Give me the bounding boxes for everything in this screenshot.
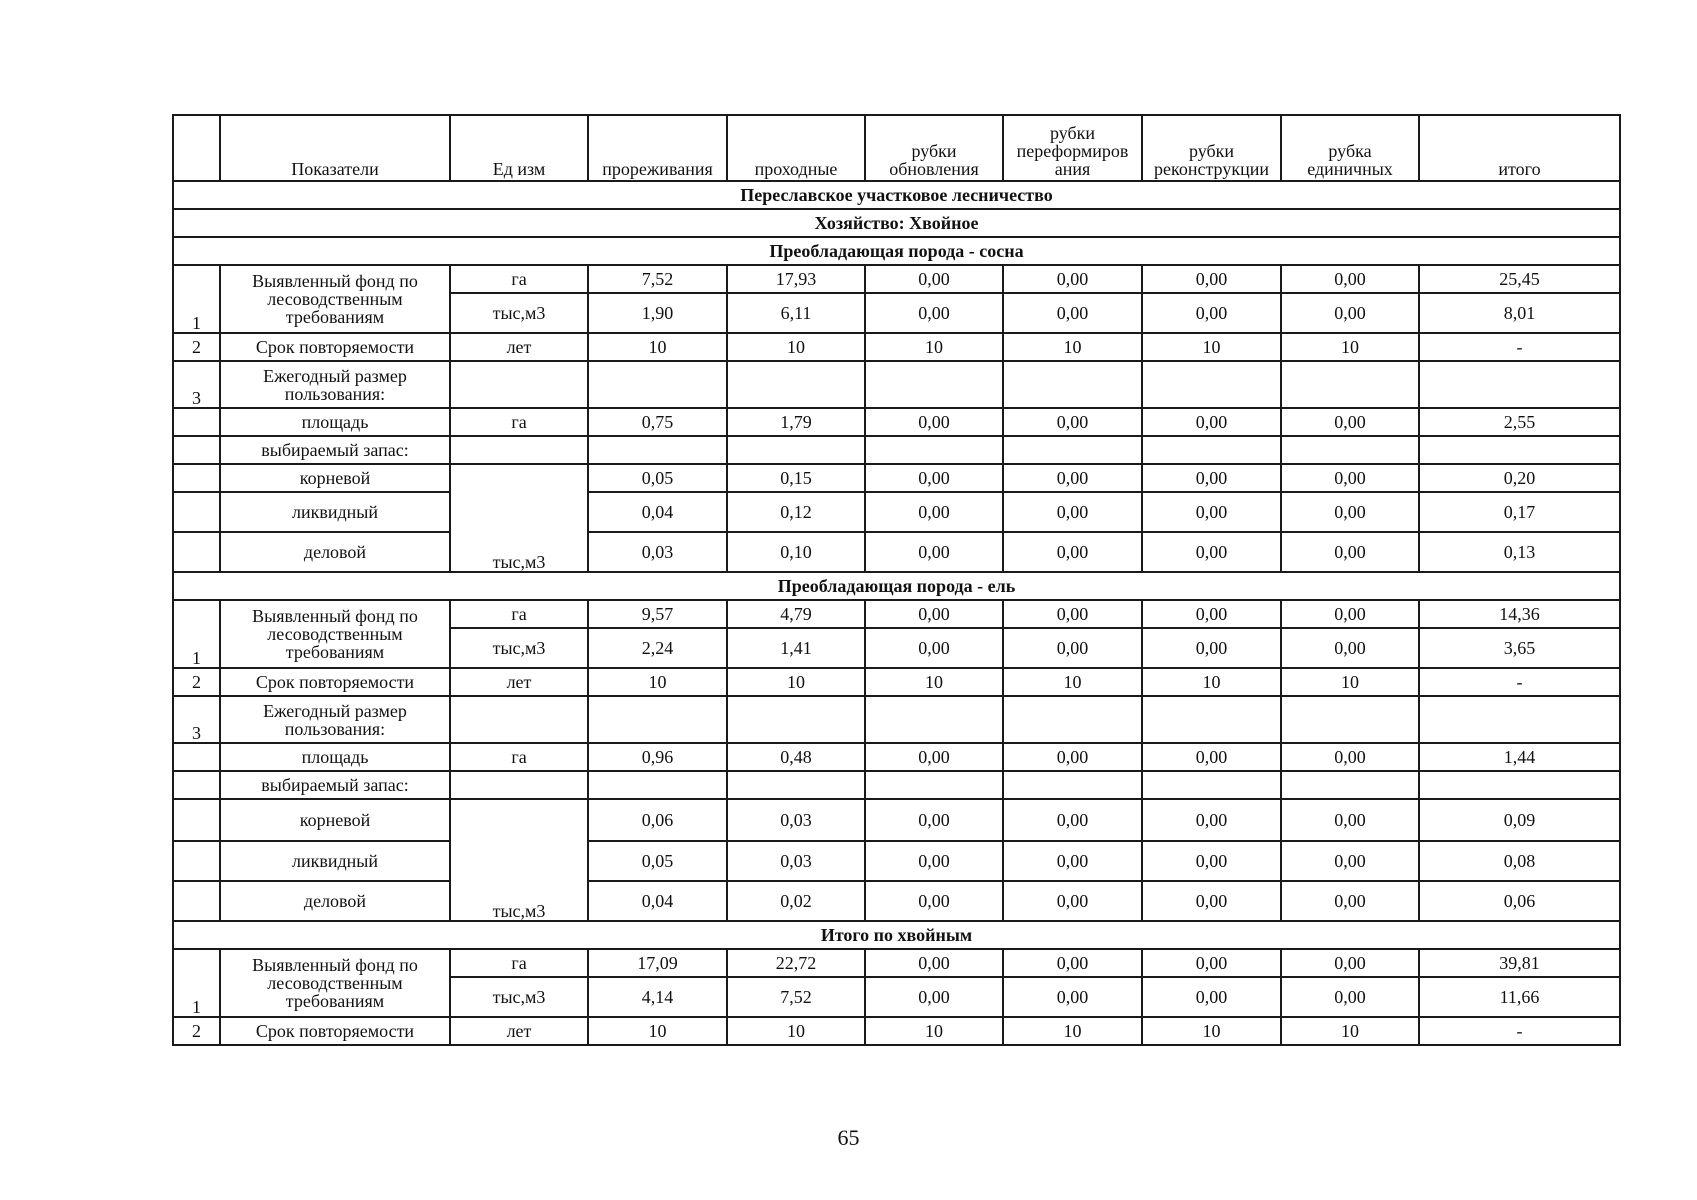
value-reformation: 0,00	[1003, 841, 1142, 881]
value-passage: 22,72	[727, 949, 865, 977]
value-single: 10	[1281, 1017, 1419, 1045]
value-total: -	[1419, 1017, 1620, 1045]
value-reconstruction: 0,00	[1142, 743, 1281, 771]
value-thinning: 0,75	[588, 408, 727, 436]
value-passage: 6,11	[727, 293, 865, 333]
value-single: 0,00	[1281, 600, 1419, 628]
indicator-label: корневой	[220, 799, 450, 841]
empty-cell	[727, 436, 865, 464]
unit-cell: тыс,м3	[450, 628, 588, 668]
empty-cell	[1142, 696, 1281, 743]
value-single: 0,00	[1281, 628, 1419, 668]
value-thinning: 0,06	[588, 799, 727, 841]
empty-cell	[1281, 696, 1419, 743]
value-renewal: 0,00	[865, 977, 1003, 1017]
value-renewal: 0,00	[865, 799, 1003, 841]
value-renewal: 10	[865, 668, 1003, 696]
header-single: рубка единичных	[1281, 115, 1419, 181]
value-thinning: 10	[588, 333, 727, 361]
empty-cell	[450, 436, 588, 464]
value-thinning: 10	[588, 668, 727, 696]
header-row	[173, 115, 1620, 181]
row-number	[173, 771, 220, 799]
period-row	[173, 668, 1620, 696]
value-single: 0,00	[1281, 949, 1419, 977]
value-passage: 10	[727, 1017, 865, 1045]
empty-cell	[1142, 771, 1281, 799]
empty-cell	[1281, 361, 1419, 408]
row-number	[173, 464, 220, 492]
value-total: 25,45	[1419, 265, 1620, 293]
row-number: 3	[173, 361, 220, 408]
empty-cell	[1142, 361, 1281, 408]
value-thinning: 0,05	[588, 841, 727, 881]
value-reconstruction: 0,00	[1142, 600, 1281, 628]
value-reconstruction: 10	[1142, 333, 1281, 361]
empty-cell	[865, 361, 1003, 408]
unit-cell: лет	[450, 333, 588, 361]
value-single: 0,00	[1281, 532, 1419, 572]
value-passage: 0,10	[727, 532, 865, 572]
value-reconstruction: 10	[1142, 668, 1281, 696]
value-thinning: 2,24	[588, 628, 727, 668]
indicator-label: деловой	[220, 532, 450, 572]
indicator-label: деловой	[220, 881, 450, 921]
empty-cell	[865, 771, 1003, 799]
value-renewal: 0,00	[865, 881, 1003, 921]
value-passage: 0,48	[727, 743, 865, 771]
value-single: 0,00	[1281, 743, 1419, 771]
row-number	[173, 799, 220, 841]
row-number	[173, 743, 220, 771]
value-renewal: 0,00	[865, 841, 1003, 881]
empty-cell	[1419, 696, 1620, 743]
unit-cell: тыс,м3	[450, 464, 588, 572]
empty-cell	[1419, 361, 1620, 408]
indicator-label: площадь	[220, 743, 450, 771]
forest-use-table	[172, 114, 1621, 1046]
value-passage: 0,02	[727, 881, 865, 921]
value-reconstruction: 0,00	[1142, 408, 1281, 436]
indicator-label: Выявленный фонд по лесоводственным требованиям	[220, 265, 450, 333]
row-number: 1	[173, 949, 220, 1017]
value-renewal: 0,00	[865, 408, 1003, 436]
stock-row	[173, 799, 1620, 841]
value-thinning: 17,09	[588, 949, 727, 977]
value-thinning: 9,57	[588, 600, 727, 628]
empty-cell	[727, 696, 865, 743]
value-reformation: 0,00	[1003, 799, 1142, 841]
value-reformation: 0,00	[1003, 881, 1142, 921]
row-number: 2	[173, 333, 220, 361]
indicator-label: Срок повторяемости	[220, 1017, 450, 1045]
value-total: -	[1419, 333, 1620, 361]
stock-label-row	[173, 436, 1620, 464]
indicator-label: площадь	[220, 408, 450, 436]
unit-cell: лет	[450, 1017, 588, 1045]
value-thinning: 10	[588, 1017, 727, 1045]
value-renewal: 0,00	[865, 492, 1003, 532]
row-number: 2	[173, 668, 220, 696]
value-renewal: 0,00	[865, 532, 1003, 572]
unit-cell: га	[450, 408, 588, 436]
value-reformation: 10	[1003, 668, 1142, 696]
forestry-title: Переславское участковое лесничество	[173, 181, 1620, 209]
value-total: 0,06	[1419, 881, 1620, 921]
value-single: 0,00	[1281, 293, 1419, 333]
value-single: 0,00	[1281, 265, 1419, 293]
value-passage: 0,12	[727, 492, 865, 532]
value-passage: 7,52	[727, 977, 865, 1017]
header-reformation: рубки переформиров ания	[1003, 115, 1142, 181]
row-number	[173, 436, 220, 464]
unit-cell: га	[450, 743, 588, 771]
empty-cell	[450, 771, 588, 799]
row-number	[173, 841, 220, 881]
value-thinning: 4,14	[588, 977, 727, 1017]
forestry-row	[173, 181, 1620, 209]
unit-cell: тыс,м3	[450, 293, 588, 333]
value-reconstruction: 0,00	[1142, 293, 1281, 333]
row-number	[173, 492, 220, 532]
row-number	[173, 881, 220, 921]
period-row	[173, 1017, 1620, 1045]
indicator-label: Срок повторяемости	[220, 668, 450, 696]
empty-cell	[727, 361, 865, 408]
empty-cell	[450, 361, 588, 408]
value-reconstruction: 0,00	[1142, 532, 1281, 572]
period-row	[173, 333, 1620, 361]
value-passage: 4,79	[727, 600, 865, 628]
value-single: 10	[1281, 668, 1419, 696]
value-reformation: 0,00	[1003, 743, 1142, 771]
value-reconstruction: 0,00	[1142, 881, 1281, 921]
empty-cell	[588, 361, 727, 408]
value-passage: 0,03	[727, 799, 865, 841]
value-reformation: 0,00	[1003, 492, 1142, 532]
empty-cell	[588, 696, 727, 743]
value-single: 0,00	[1281, 881, 1419, 921]
value-passage: 0,15	[727, 464, 865, 492]
empty-cell	[1003, 696, 1142, 743]
row-number: 1	[173, 600, 220, 668]
value-reconstruction: 0,00	[1142, 949, 1281, 977]
indicator-label: выбираемый запас:	[220, 436, 450, 464]
header-thinning: прореживания	[588, 115, 727, 181]
fund-row-ha	[173, 265, 1620, 293]
value-renewal: 0,00	[865, 628, 1003, 668]
indicator-label: ликвидный	[220, 492, 450, 532]
header-renewal: рубки обновления	[865, 115, 1003, 181]
indicator-label: корневой	[220, 464, 450, 492]
value-reconstruction: 0,00	[1142, 841, 1281, 881]
value-reformation: 0,00	[1003, 408, 1142, 436]
value-passage: 1,41	[727, 628, 865, 668]
unit-cell: лет	[450, 668, 588, 696]
value-reconstruction: 0,00	[1142, 492, 1281, 532]
value-renewal: 0,00	[865, 743, 1003, 771]
value-thinning: 7,52	[588, 265, 727, 293]
value-reformation: 0,00	[1003, 977, 1142, 1017]
value-total: 2,55	[1419, 408, 1620, 436]
value-single: 0,00	[1281, 799, 1419, 841]
indicator-label: Срок повторяемости	[220, 333, 450, 361]
value-thinning: 0,04	[588, 881, 727, 921]
stock-row	[173, 881, 1620, 921]
header-total: итого	[1419, 115, 1620, 181]
header-num	[173, 115, 220, 181]
table-body	[173, 115, 1620, 1045]
value-reconstruction: 10	[1142, 1017, 1281, 1045]
section-title: Преобладающая порода - ель	[173, 572, 1620, 600]
value-renewal: 10	[865, 333, 1003, 361]
area-row	[173, 408, 1620, 436]
empty-cell	[588, 771, 727, 799]
page-number: 65	[837, 1125, 860, 1150]
empty-cell	[865, 696, 1003, 743]
value-passage: 10	[727, 333, 865, 361]
value-renewal: 0,00	[865, 464, 1003, 492]
value-passage: 10	[727, 668, 865, 696]
value-thinning: 0,04	[588, 492, 727, 532]
fund-row-ha	[173, 600, 1620, 628]
value-reconstruction: 0,00	[1142, 265, 1281, 293]
value-total: 0,17	[1419, 492, 1620, 532]
value-reformation: 0,00	[1003, 532, 1142, 572]
empty-cell	[1419, 436, 1620, 464]
value-reformation: 0,00	[1003, 265, 1142, 293]
row-number: 2	[173, 1017, 220, 1045]
value-reformation: 0,00	[1003, 293, 1142, 333]
annual-row	[173, 361, 1620, 408]
value-thinning: 0,05	[588, 464, 727, 492]
value-renewal: 0,00	[865, 293, 1003, 333]
empty-cell	[1419, 771, 1620, 799]
value-reformation: 10	[1003, 1017, 1142, 1045]
value-renewal: 10	[865, 1017, 1003, 1045]
section-title-row	[173, 572, 1620, 600]
indicator-label: Выявленный фонд по лесоводственным требованиям	[220, 600, 450, 668]
row-number: 3	[173, 696, 220, 743]
empty-cell	[1003, 771, 1142, 799]
section-title: Преобладающая порода - сосна	[173, 237, 1620, 265]
value-reformation: 0,00	[1003, 949, 1142, 977]
empty-cell	[450, 696, 588, 743]
value-reformation: 0,00	[1003, 628, 1142, 668]
row-number: 1	[173, 265, 220, 333]
value-reformation: 0,00	[1003, 600, 1142, 628]
empty-cell	[1281, 771, 1419, 799]
value-renewal: 0,00	[865, 600, 1003, 628]
value-total: 14,36	[1419, 600, 1620, 628]
indicator-label: выбираемый запас:	[220, 771, 450, 799]
stock-row	[173, 464, 1620, 492]
value-total: 11,66	[1419, 977, 1620, 1017]
indicator-label: Ежегодный размер пользования:	[220, 696, 450, 743]
value-single: 0,00	[1281, 408, 1419, 436]
value-passage: 0,03	[727, 841, 865, 881]
fund-row-ha	[173, 949, 1620, 977]
value-total: 0,08	[1419, 841, 1620, 881]
value-total: -	[1419, 668, 1620, 696]
value-single: 10	[1281, 333, 1419, 361]
empty-cell	[1281, 436, 1419, 464]
unit-cell: га	[450, 949, 588, 977]
value-total: 0,13	[1419, 532, 1620, 572]
header-reconstruction: рубки реконструкции	[1142, 115, 1281, 181]
empty-cell	[865, 436, 1003, 464]
stock-row	[173, 492, 1620, 532]
value-single: 0,00	[1281, 464, 1419, 492]
row-number	[173, 532, 220, 572]
value-thinning: 0,96	[588, 743, 727, 771]
empty-cell	[1003, 436, 1142, 464]
value-total: 39,81	[1419, 949, 1620, 977]
value-reformation: 10	[1003, 333, 1142, 361]
stock-label-row	[173, 771, 1620, 799]
value-thinning: 0,03	[588, 532, 727, 572]
value-reconstruction: 0,00	[1142, 799, 1281, 841]
section-title: Итого по хвойным	[173, 921, 1620, 949]
indicator-label: Выявленный фонд по лесоводственным требованиям	[220, 949, 450, 1017]
unit-cell: тыс,м3	[450, 977, 588, 1017]
header-passage: проходные	[727, 115, 865, 181]
empty-cell	[1142, 436, 1281, 464]
empty-cell	[727, 771, 865, 799]
value-reconstruction: 0,00	[1142, 628, 1281, 668]
farm-title: Хозяйство: Хвойное	[173, 209, 1620, 237]
value-passage: 17,93	[727, 265, 865, 293]
stock-row	[173, 841, 1620, 881]
empty-cell	[1003, 361, 1142, 408]
section-title-row	[173, 237, 1620, 265]
value-single: 0,00	[1281, 492, 1419, 532]
value-total: 8,01	[1419, 293, 1620, 333]
unit-cell: тыс,м3	[450, 799, 588, 921]
indicator-label: Ежегодный размер пользования:	[220, 361, 450, 408]
row-number	[173, 408, 220, 436]
indicator-label: ликвидный	[220, 841, 450, 881]
section-title-row	[173, 921, 1620, 949]
value-renewal: 0,00	[865, 265, 1003, 293]
value-reformation: 0,00	[1003, 464, 1142, 492]
farm-row	[173, 209, 1620, 237]
unit-cell: га	[450, 265, 588, 293]
unit-cell: га	[450, 600, 588, 628]
area-row	[173, 743, 1620, 771]
stock-row	[173, 532, 1620, 572]
value-reconstruction: 0,00	[1142, 464, 1281, 492]
value-passage: 1,79	[727, 408, 865, 436]
value-total: 0,20	[1419, 464, 1620, 492]
value-reconstruction: 0,00	[1142, 977, 1281, 1017]
value-renewal: 0,00	[865, 949, 1003, 977]
annual-row	[173, 696, 1620, 743]
value-thinning: 1,90	[588, 293, 727, 333]
value-total: 1,44	[1419, 743, 1620, 771]
value-total: 0,09	[1419, 799, 1620, 841]
value-single: 0,00	[1281, 977, 1419, 1017]
header-unit: Ед изм	[450, 115, 588, 181]
empty-cell	[588, 436, 727, 464]
value-total: 3,65	[1419, 628, 1620, 668]
header-indicator: Показатели	[220, 115, 450, 181]
value-single: 0,00	[1281, 841, 1419, 881]
